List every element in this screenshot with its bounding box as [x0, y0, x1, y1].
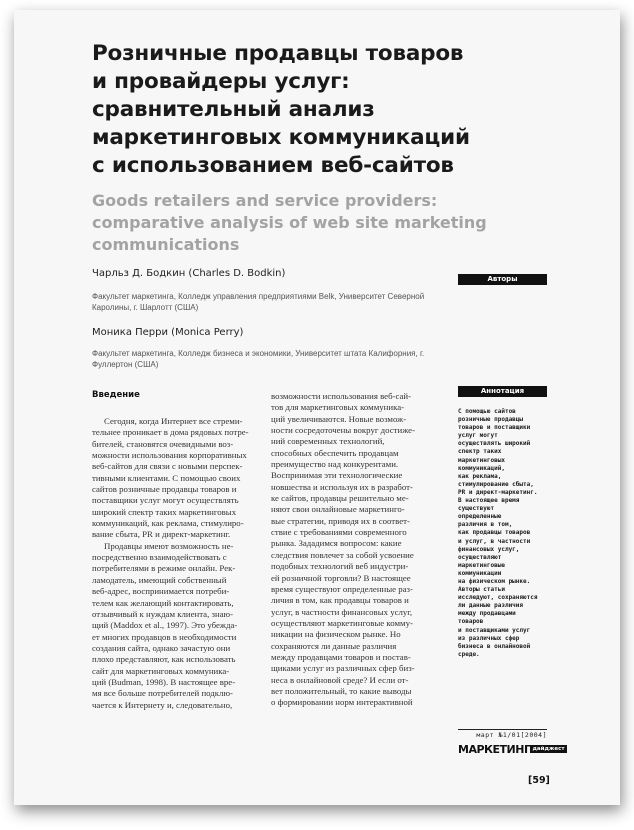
body-line: веб-сайтов для связи с новыми перспек-	[92, 461, 243, 472]
abstract-line: между продавцами	[458, 610, 516, 618]
abstract-line: товаров	[458, 618, 484, 626]
body-line: неса в онлайновой среде? И если от-	[271, 674, 409, 685]
body-line: ет многих продавцов в необходимости	[92, 631, 237, 642]
body-column-2	[271, 391, 415, 709]
body-line: способных обеспечить продавцам	[271, 447, 399, 458]
abstract-line: коммуникации	[458, 569, 502, 577]
subtitle-line: comparative analysis of web site marketing	[92, 213, 487, 232]
body-line: тов для маркетинговых коммуника-	[271, 402, 405, 413]
body-line: Продавцы имеют возможность не-	[104, 540, 234, 551]
title-line: Розничные продавцы товаров	[92, 41, 464, 66]
body-line: ций (Budman, 1998). В настоящее вре-	[92, 676, 236, 687]
affiliation-line: Фуллертон (США)	[92, 360, 159, 369]
author-affiliation	[92, 291, 437, 313]
author-name: Моника Перри (Monica Perry)	[92, 327, 244, 338]
body-line: создания сайта, однако зачастую они	[92, 642, 231, 653]
body-line: няют свои онлайновые маркетинго-	[271, 504, 405, 515]
body-line: посредственно взаимодействовать с	[92, 552, 227, 563]
body-line: вет положительный, то какие выводы	[271, 685, 412, 696]
article-title-en	[92, 190, 492, 256]
body-line: преимущество над конкурентами.	[271, 459, 399, 470]
body-line: ламодатель, имеющий собственный	[92, 574, 227, 585]
body-line: осуществляют маркетинговые комму-	[271, 617, 413, 628]
body-column-1	[92, 416, 249, 711]
authors-label: Авторы	[458, 274, 547, 285]
abstract-line: PR и директ-маркетинг.	[458, 488, 538, 496]
body-line: сайт для маркетинговых коммуника-	[92, 665, 230, 676]
abstract-line: услуг могут	[458, 432, 498, 440]
body-line: рынка. Зададимся вопросом: какие	[271, 538, 402, 549]
author-name: Чарльз Д. Бодкин (Charles D. Bodkin)	[92, 268, 286, 279]
abstract-line: В настоящее время	[458, 497, 520, 505]
section-heading: Введение	[92, 390, 140, 400]
abstract-line: исследуют, сохраняются	[458, 594, 538, 602]
body-line: подобных технологий веб индустри-	[271, 561, 409, 572]
body-line: о формировании норм интерактивной	[271, 697, 413, 708]
abstract-line: и поставщиками услуг	[458, 626, 531, 634]
issue-date: март №1/01[2004]	[476, 731, 547, 739]
abstract-line: розничные продавцы	[458, 416, 524, 424]
abstract-label: Аннотация	[458, 386, 547, 397]
abstract-line: финансовых услуг,	[458, 545, 520, 553]
abstract-line: маркетинговые	[458, 561, 505, 569]
body-line: тивными клиентами. С помощью своих	[92, 472, 241, 483]
body-line: тельнее проникает в дома рядовых потре-	[92, 427, 249, 438]
abstract-line: спектр таких	[458, 448, 502, 456]
issue-divider	[458, 729, 547, 730]
body-line: между продавцами товаров и постав-	[271, 651, 411, 662]
abstract-line: стимулирование сбыта,	[458, 480, 534, 488]
body-line: потребителями в режиме онлайн. Рек-	[92, 563, 236, 574]
abstract-line: осуществляют	[458, 553, 502, 561]
body-line: бителей, становятся очевидными воз-	[92, 438, 234, 449]
body-line: сайтов розничные продавцы товаров и	[92, 484, 237, 495]
body-line: личия в том, как продавцы товаров и	[271, 595, 409, 606]
body-line: ке сайтов, продавцы решительно ме-	[271, 493, 409, 504]
abstract-line: существуют	[458, 505, 495, 513]
body-line: веб-адрес, воспринимается потреби-	[92, 586, 230, 597]
abstract-line: С помощью сайтов	[458, 408, 516, 415]
abstract-line: бизнеса в онлайновой	[458, 642, 531, 650]
abstract-line: различия в том,	[458, 521, 513, 529]
abstract-line: коммуникаций,	[458, 464, 505, 472]
affiliation-line: Каролины, г. Шарлотт (США)	[92, 303, 199, 312]
body-line: широкий спектр таких маркетинговых	[92, 506, 237, 517]
abstract-line: определенные	[458, 513, 502, 521]
page-number: [59]	[528, 775, 550, 786]
affiliation-line: Факультет маркетинга, Колледж управления предприятиями Belk, Университет Северной	[92, 292, 425, 301]
abstract-line: товаров и поставщики	[458, 424, 531, 432]
body-line: телем как желающий контактировать,	[92, 597, 234, 608]
abstract-line: и услуг, в частности	[458, 537, 531, 545]
affiliation-line: Факультет маркетинга, Колледж бизнеса и экономики, Университет штата Калифорния, г.	[92, 349, 425, 358]
body-line: время существуют определенные раз-	[271, 583, 413, 594]
logo-tag: дайджест	[532, 746, 565, 753]
body-line: вание сбыта, PR и директ-маркетинг.	[92, 529, 231, 540]
body-line: вые стратегии, приводя их в соответ-	[271, 515, 410, 526]
abstract-line: как продавцы товаров	[458, 529, 531, 537]
title-line: сравнительный анализ	[92, 97, 375, 122]
article-title-ru	[92, 40, 492, 180]
subtitle-line: communications	[92, 235, 240, 254]
body-line: щиками услуг из различных сфер биз-	[271, 663, 415, 674]
body-line: чается к Интернету и, следовательно,	[92, 699, 233, 710]
body-line: можности использования корпоративных	[92, 450, 247, 461]
journal-logo	[458, 740, 567, 756]
body-line: ций увеличиваются. Новые возмож-	[271, 413, 407, 424]
body-line: следствия повлечет за собой усвоение	[271, 549, 414, 560]
body-line: ний современных технологий,	[271, 436, 385, 447]
body-line: мя все больше потребителей подклю-	[92, 688, 233, 699]
abstract-line: на физическом рынке.	[458, 577, 531, 585]
author-affiliation	[92, 348, 437, 370]
body-line: щий (Maddox et al., 1997). Это убежда-	[92, 620, 238, 631]
abstract-text	[458, 408, 537, 659]
logo-main-text: МАРКЕТИНГ	[458, 742, 531, 756]
title-line: с использованием веб-сайтов	[92, 153, 454, 178]
body-line: Сегодня, когда Интернет все стреми-	[104, 416, 243, 426]
title-line: маркетинговых коммуникаций	[92, 125, 470, 150]
body-line: никации на физическом рынке. Но	[271, 629, 401, 640]
body-line: новшества и используя их в разработ-	[271, 481, 413, 492]
body-line: услуг, в частности финансовых услуг,	[271, 606, 413, 617]
body-line: ей розничной торговли? В настоящее	[271, 572, 411, 583]
body-line: отзывчивый к нуждам клиента, знаю-	[92, 608, 234, 619]
body-line: возможности использования веб-сай-	[271, 391, 412, 401]
abstract-line: маркетинговых	[458, 456, 505, 464]
body-line: сохраняются ли данные различия	[271, 640, 397, 651]
abstract-line: из различных сфер	[458, 634, 520, 642]
subtitle-line: Goods retailers and service providers:	[92, 191, 438, 210]
abstract-line: ли данные различия	[458, 602, 524, 610]
abstract-line: среде.	[458, 650, 480, 658]
body-line: Воспринимая эти технологические	[271, 470, 403, 481]
body-line: плохо представляют, как использовать	[92, 654, 236, 665]
abstract-line: как реклама,	[458, 472, 502, 480]
body-line: ности сосредоточены вокруг достиже-	[271, 425, 415, 436]
abstract-line: осуществлять широкий	[458, 440, 531, 448]
body-line: ствие с требованиями современного	[271, 527, 407, 538]
body-line: коммуникаций, как реклама, стимулиро-	[92, 518, 244, 529]
body-line: поставщики услуг могут осуществлять	[92, 495, 239, 506]
abstract-line: Авторы статьи	[458, 586, 505, 594]
title-line: и провайдеры услуг:	[92, 69, 350, 94]
